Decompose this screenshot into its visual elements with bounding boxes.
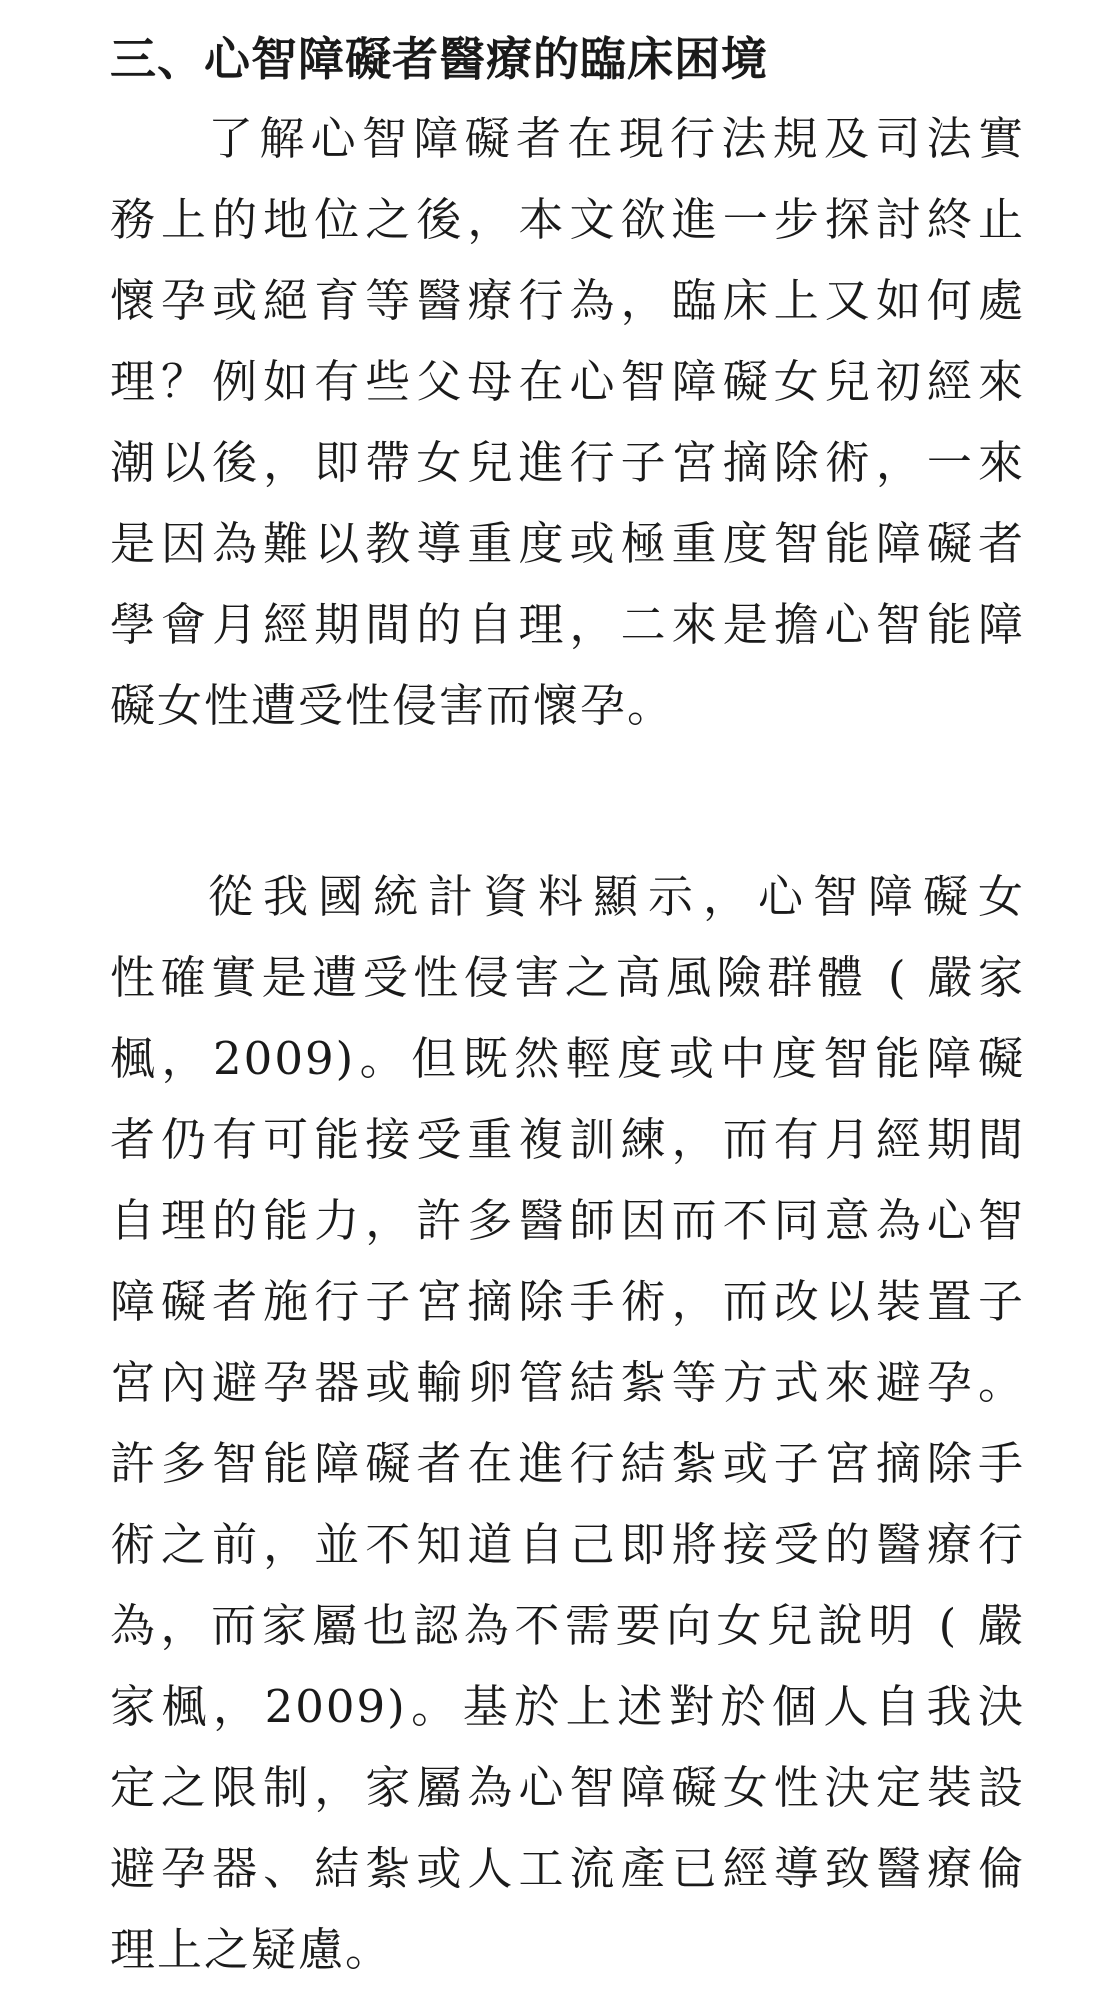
paragraph-line: 宮內避孕器或輸卵管結紮等方式來避孕。 — [110, 1356, 1025, 1409]
paragraph-line: 者仍有可能接受重複訓練，而有月經期間 — [110, 1113, 1025, 1166]
paragraph-line: 性確實是遭受性侵害之高風險群體 ( 嚴家 — [110, 951, 1025, 1004]
paragraph-line: 從我國統計資料顯示，心智障礙女 — [208, 870, 1025, 923]
paragraph-line: 家楓，2009)。基於上述對於個人自我決 — [110, 1680, 1025, 1733]
paragraph-line: 許多智能障礙者在進行結紮或子宮摘除手 — [110, 1437, 1025, 1490]
paragraph-line: 為，而家屬也認為不需要向女兒說明 ( 嚴 — [110, 1599, 1025, 1652]
paragraph-line: 障礙者施行子宮摘除手術，而改以裝置子 — [110, 1275, 1025, 1328]
paragraph-line: 是因為難以教導重度或極重度智能障礙者 — [110, 517, 1025, 570]
paragraph-line: 務上的地位之後，本文欲進一步探討終止 — [110, 193, 1025, 246]
paragraph-line: 潮以後，即帶女兒進行子宮摘除術，一來 — [110, 436, 1025, 489]
paragraph-line: 學會月經期間的自理，二來是擔心智能障 — [110, 598, 1025, 651]
document-page — [110, 20, 1025, 1990]
paragraph-line: 定之限制，家屬為心智障礙女性決定裝設 — [110, 1761, 1025, 1814]
paragraph-line: 避孕器、結紮或人工流產已經導致醫療倫 — [110, 1842, 1025, 1895]
paragraph-1 — [110, 98, 1025, 746]
paragraph-line: 術之前，並不知道自己即將接受的醫療行 — [110, 1518, 1025, 1571]
section-heading: 三、心智障礙者醫療的臨床困境 — [110, 32, 768, 86]
paragraph-line: 自理的能力，許多醫師因而不同意為心智 — [110, 1194, 1025, 1247]
paragraph-line: 理？例如有些父母在心智障礙女兒初經來 — [110, 355, 1025, 408]
paragraph-2 — [110, 856, 1025, 1990]
paragraph-spacer — [110, 746, 1025, 856]
paragraph-line: 礙女性遭受性侵害而懷孕。 — [110, 679, 675, 732]
paragraph-line: 懷孕或絕育等醫療行為，臨床上又如何處 — [110, 274, 1025, 327]
paragraph-line: 了解心智障礙者在現行法規及司法實 — [208, 112, 1025, 165]
paragraph-line: 理上之疑慮。 — [110, 1923, 393, 1976]
paragraph-line: 楓，2009)。但既然輕度或中度智能障礙 — [110, 1032, 1025, 1085]
